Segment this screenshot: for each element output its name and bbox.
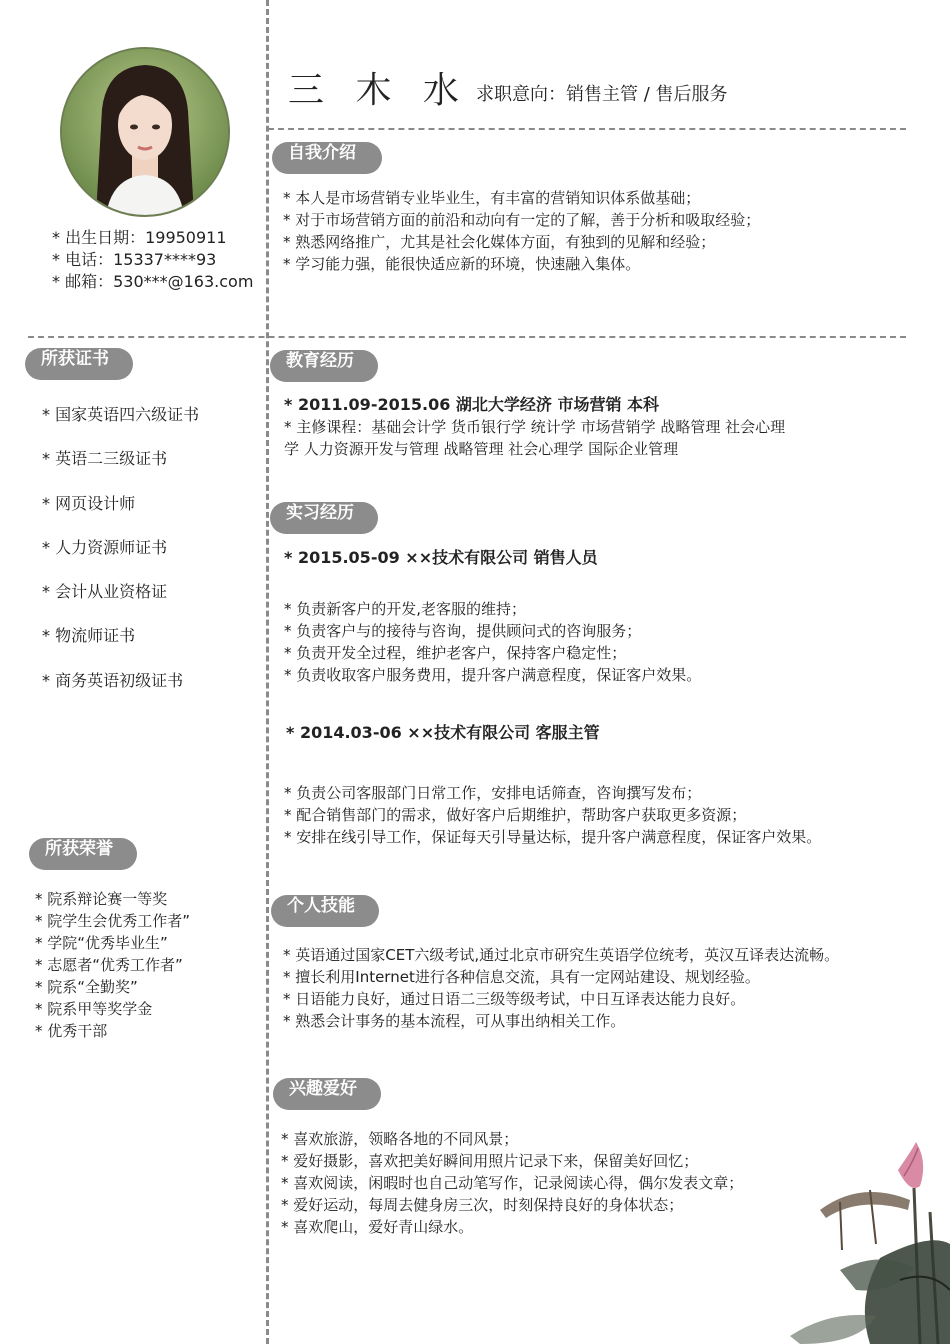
list-item: * 院系“全勤奖” bbox=[35, 978, 138, 996]
internship-job-2 bbox=[286, 722, 600, 744]
internship-job-1 bbox=[284, 547, 598, 569]
email-address: * 邮箱：530***@163.com bbox=[52, 272, 254, 291]
avatar bbox=[60, 47, 230, 217]
list-item: * 对于市场营销方面的前沿和动向有一定的了解，善于分析和吸取经验； bbox=[283, 211, 761, 229]
list-item: * 配合销售部门的需求，做好客户后期维护，帮助客户获取更多资源； bbox=[284, 806, 747, 824]
portrait-image bbox=[62, 49, 228, 215]
internship-job-1-duties bbox=[284, 598, 701, 686]
list-item: * 国家英语四六级证书 bbox=[42, 405, 200, 424]
list-item: * 负责新客户的开发,老客服的维持； bbox=[284, 600, 527, 618]
section-title-honors: 所获荣誉 bbox=[29, 838, 137, 870]
section-title-certificates: 所获证书 bbox=[25, 348, 133, 380]
list-item: * 爱好运动，每周去健身房三次，时刻保持良好的身体状态； bbox=[281, 1196, 684, 1214]
list-item: * 喜欢旅游，领略各地的不同风景； bbox=[281, 1130, 519, 1148]
list-item: * 负责收取客户服务费用，提升客户满意程度，保证客户效果。 bbox=[284, 666, 702, 684]
skills-list bbox=[283, 944, 839, 1032]
lotus-decoration-icon bbox=[780, 1140, 950, 1344]
header-divider bbox=[268, 128, 906, 130]
education-courses: * 主修课程：基础会计学 货币银行学 统计学 市场营销学 战略管理 社会心理 bbox=[284, 418, 786, 436]
contact-info bbox=[52, 227, 253, 293]
list-item: * 熟悉会计事务的基本流程，可从事出纳相关工作。 bbox=[283, 1012, 626, 1030]
birth-date: * 出生日期：19950911 bbox=[52, 228, 227, 247]
section-title-internship: 实习经历 bbox=[270, 502, 378, 534]
list-item: * 英语二三级证书 bbox=[42, 449, 168, 469]
certificates-list bbox=[42, 404, 199, 714]
education-header: * 2011.09-2015.06 湖北大学经济 市场营销 本科 bbox=[284, 395, 660, 414]
job-header: * 2015.05-09 ××技术有限公司 销售人员 bbox=[284, 548, 598, 567]
list-item: * 学习能力强，能很快适应新的环境，快速融入集体。 bbox=[283, 255, 641, 273]
honors-list bbox=[35, 888, 190, 1042]
list-item: * 日语能力良好，通过日语二三级等级考试，中日互译表达能力良好。 bbox=[283, 990, 746, 1008]
list-item: * 熟悉网络推广，尤其是社会化媒体方面，有独到的见解和经验； bbox=[283, 233, 716, 251]
list-item: * 安排在线引导工作，保证每天引导量达标，提升客户满意程度，保证客户效果。 bbox=[284, 828, 822, 846]
list-item: * 负责客户与的接待与咨询，提供顾问式的咨询服务； bbox=[284, 622, 642, 640]
section-title-hobbies: 兴趣爱好 bbox=[273, 1078, 381, 1110]
list-item: * 喜欢爬山，爱好青山绿水。 bbox=[281, 1218, 474, 1236]
list-item: * 院系辩论赛一等奖 bbox=[35, 890, 168, 908]
vertical-divider bbox=[266, 0, 269, 1344]
candidate-name: 三 木 水 bbox=[288, 70, 469, 111]
list-item: * 喜欢阅读，闲暇时也自己动笔写作，记录阅读心得，偶尔发表文章； bbox=[281, 1174, 744, 1192]
internship-job-2-duties bbox=[284, 782, 821, 848]
list-item: * 院系甲等奖学金 bbox=[35, 1000, 153, 1018]
list-item: * 爱好摄影，喜欢把美好瞬间用照片记录下来，保留美好回忆； bbox=[281, 1152, 699, 1170]
job-header: * 2014.03-06 ××技术有限公司 客服主管 bbox=[286, 723, 600, 742]
self-intro-list bbox=[283, 187, 760, 275]
list-item: * 负责公司客服部门日常工作，安排电话筛查，咨询撰写发布； bbox=[284, 784, 702, 802]
list-item: * 物流师证书 bbox=[42, 626, 136, 646]
phone-number: * 电话：15337****93 bbox=[52, 250, 217, 269]
list-item: * 院学生会优秀工作者” bbox=[35, 912, 191, 930]
list-item: * 本人是市场营销专业毕业生，有丰富的营销知识体系做基础； bbox=[283, 189, 701, 207]
job-intent: 求职意向：销售主管 / 售后服务 bbox=[476, 84, 728, 105]
education-content bbox=[284, 394, 785, 460]
list-item: * 学院“优秀毕业生” bbox=[35, 934, 168, 952]
hobbies-list bbox=[281, 1128, 743, 1238]
list-item: * 英语通过国家CET六级考试,通过北京市研究生英语学位统考，英汉互译表达流畅。 bbox=[283, 946, 840, 964]
list-item: * 商务英语初级证书 bbox=[42, 670, 184, 690]
section-divider bbox=[28, 336, 906, 338]
list-item: * 志愿者“优秀工作者” bbox=[35, 956, 183, 974]
education-courses-cont: 学 人力资源开发与管理 战略管理 社会心理学 国际企业管理 bbox=[284, 440, 679, 458]
section-title-self-intro: 自我介绍 bbox=[272, 142, 382, 174]
list-item: * 优秀干部 bbox=[35, 1022, 108, 1040]
list-item: * 负责开发全过程，维护老客户，保持客户稳定性； bbox=[284, 644, 627, 662]
list-item: * 人力资源师证书 bbox=[42, 537, 168, 557]
section-title-education: 教育经历 bbox=[270, 350, 378, 382]
list-item: * 擅长利用Internet进行各种信息交流，具有一定网站建设、规划经验。 bbox=[283, 968, 760, 986]
section-title-skills: 个人技能 bbox=[271, 895, 379, 927]
list-item: * 网页设计师 bbox=[42, 493, 136, 513]
list-item: * 会计从业资格证 bbox=[42, 582, 168, 602]
